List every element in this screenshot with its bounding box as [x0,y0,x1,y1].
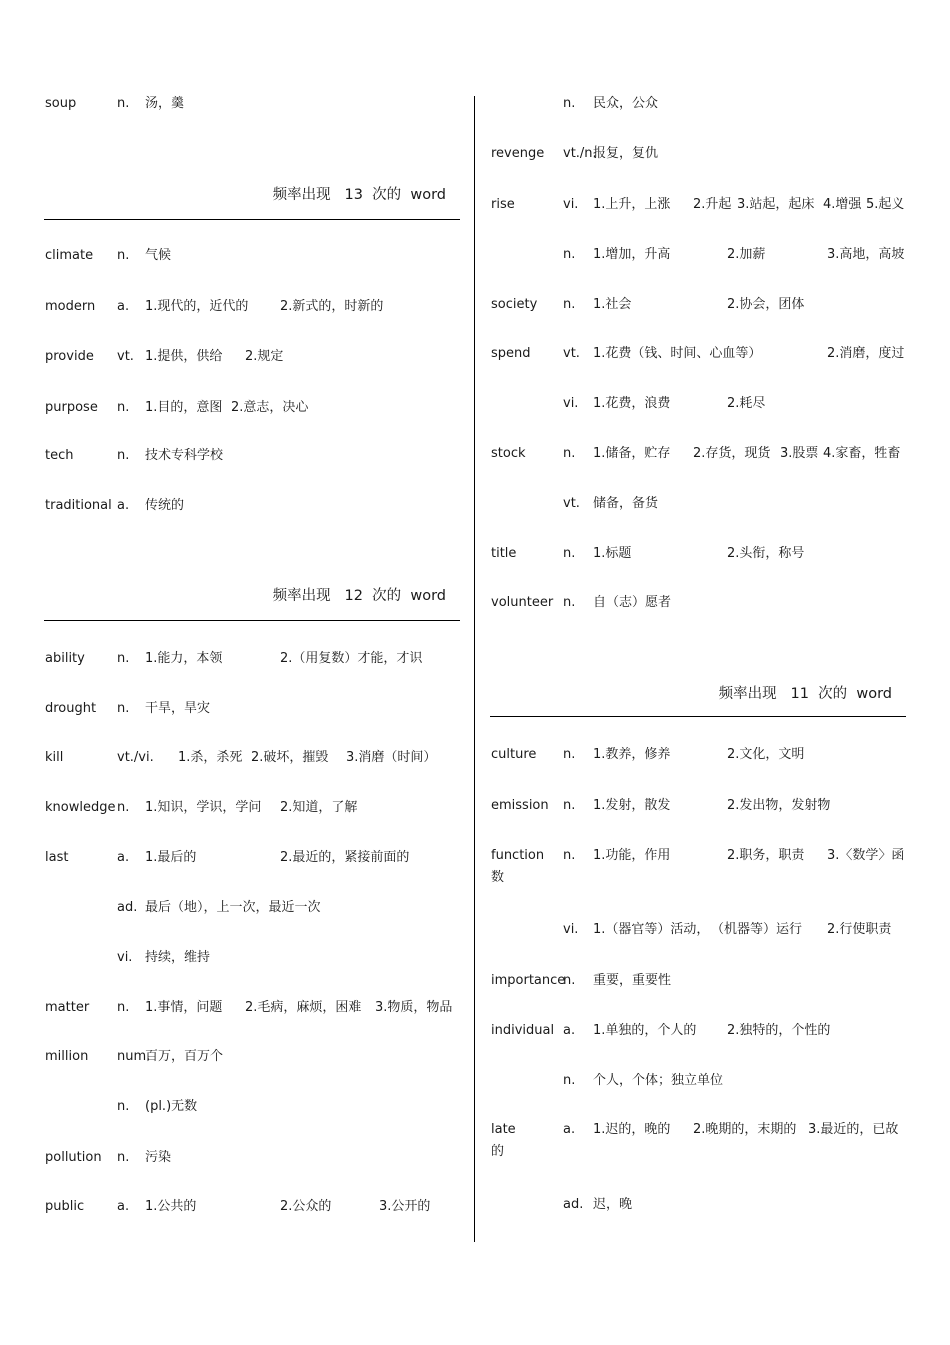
entry-pos: n. [563,1073,576,1088]
entry-word: late 的 [491,1122,516,1159]
entry-pos: a. [563,1023,576,1038]
entry-meaning: 1.标题 [593,546,632,561]
entry-meaning: 3.消磨（时间） [346,750,437,765]
entry-meaning: 1.增加，升高 [593,247,671,262]
entry-meaning: 1.公共的 [145,1199,197,1214]
entry-word: soup [45,96,77,111]
entry-meaning: 1.花费，浪费 [593,396,671,411]
entry-rise [490,194,906,216]
entry-word: volunteer [491,595,554,610]
entry-pos: ad. [563,1197,584,1212]
entry-meaning: 2.规定 [245,349,284,364]
entry-meaning: 2.意志，决心 [231,400,309,415]
entry-pos: a. [117,299,130,314]
entry-pos: vt. [563,346,580,361]
entry-meaning: 1.知识，学识，学问 [145,800,262,815]
entry-meaning: 2.行使职责 [827,922,892,937]
entry-meaning: 1.（器官等）活动， [593,922,710,937]
frequency-header-title: 频率出现 13 次的 word [272,187,446,203]
entry-pos: n. [563,546,576,561]
entry-meaning: 1.现代的，近代的 [145,299,249,314]
entry-matter [44,997,460,1019]
entry-late [490,1119,906,1159]
entry-meaning: 1.教养，修养 [593,747,671,762]
entry-meaning: 汤，羹 [145,96,185,111]
entry-meaning: 4.家畜，牲畜 [823,446,901,461]
frequency-header-12 [44,583,460,643]
entry-meaning: 1.杀，杀死 [178,750,243,765]
entry-pos: n. [563,297,576,312]
entry-million-n [44,1096,460,1118]
entry-word: tech [45,448,74,463]
entry-word: provide [45,349,94,364]
entry-pos: n. [117,1150,130,1165]
entry-meaning: 3.高地，高坡 [827,247,905,262]
entry-word: culture [491,747,537,762]
entry-meaning: 干旱，旱灾 [145,701,211,716]
entry-pos: vt. [117,349,134,364]
entry-meaning: 2.毛病，麻烦，困难 [245,1000,362,1015]
entry-modern [44,296,460,318]
entry-pos: num. [117,1049,151,1064]
entry-ability [44,648,460,670]
entry-word: title [491,546,517,561]
entry-pos: vt./vi. [117,750,154,765]
entry-purpose [44,397,460,419]
entry-pos: n. [117,400,130,415]
entry-meaning: 3.股票 [780,446,819,461]
entry-society [490,294,906,316]
entry-meaning: 重要，重要性 [593,973,672,988]
entry-meaning: 2.知道，了解 [280,800,358,815]
header-rule [490,716,906,717]
entry-pos: vi. [563,922,579,937]
entry-pos: a. [563,1122,576,1137]
entry-meaning: 2.消磨，度过 [827,346,905,361]
entry-word: knowledge [45,800,116,815]
entry-last [44,847,460,869]
entry-spend-vi [490,393,906,415]
entry-meaning: 2.独特的，个性的 [727,1023,831,1038]
entry-traditional [44,495,460,517]
entry-meaning: 1.储备，贮存 [593,446,671,461]
entry-rise-n [490,244,906,266]
entry-meaning: 2.晚期的，末期的 [693,1122,797,1137]
entry-meaning: 储备，备货 [593,496,659,511]
entry-stock-vt [490,493,906,515]
entry-meaning: 1.提供，供给 [145,349,223,364]
entry-word: million [45,1049,89,1064]
entry-meaning: 4.增强 [823,197,862,212]
entry-tech [44,445,460,467]
entry-meaning: 1.单独的，个人的 [593,1023,697,1038]
entry-importance [490,970,906,992]
entry-meaning: 1.上升，上涨 [593,197,671,212]
entry-meaning: 2.破坏，摧毁 [251,750,329,765]
entry-meaning: 2.头衔，称号 [727,546,805,561]
entry-pos: n. [563,973,576,988]
entry-meaning: 2.（用复数）才能，才识 [280,651,423,666]
entry-meaning: 1.发射，散发 [593,798,671,813]
entry-word: emission [491,798,549,813]
entry-meaning: 2.公众的 [280,1199,332,1214]
entry-meaning: 1.花费（钱、时间、心血等） [593,346,762,361]
entry-pos: n. [563,848,576,863]
entry-meaning: 2.升起 [693,197,732,212]
entry-meaning: 3.物质，物品 [375,1000,453,1015]
entry-last-vi [44,947,460,969]
entry-meaning: 2.存货，现货 [693,446,771,461]
entry-pos: n. [117,651,130,666]
entry-meaning: 3.公开的 [379,1199,431,1214]
entry-pos: n. [563,96,576,111]
entry-kill [44,747,460,769]
entry-meaning: 2.发出物，发射物 [727,798,831,813]
entry-provide [44,346,460,368]
entry-knowledge [44,797,460,819]
entry-word: climate [45,248,94,263]
entry-individual-n [490,1070,906,1092]
entry-volunteer [490,592,906,614]
entry-meaning: 1.能力，本领 [145,651,223,666]
entry-pos: n. [117,96,130,111]
entry-word: matter [45,1000,90,1015]
entry-word: pollution [45,1150,102,1165]
entry-revenge [490,143,906,165]
entry-meaning: 3.最近的，已故 [808,1122,899,1137]
entry-pos: n. [563,747,576,762]
frequency-header-title: 频率出现 11 次的 word [718,686,892,702]
entry-pos: n. [563,595,576,610]
entry-meaning: 污染 [145,1150,172,1165]
entry-pos: n. [563,247,576,262]
entry-meaning: 5.起义 [866,197,905,212]
entry-meaning: 2.新式的，时新的 [280,299,384,314]
entry-meaning: 1.目的，意图 [145,400,223,415]
entry-meaning: 1.社会 [593,297,632,312]
entry-meaning: 百万，百万个 [145,1049,224,1064]
frequency-header-title: 频率出现 12 次的 word [272,588,446,604]
entry-stock [490,443,906,465]
entry-meaning: 气候 [145,248,172,263]
entry-meaning: 2.加薪 [727,247,766,262]
entry-meaning: （机器等）运行 [711,922,803,937]
entry-public-n [490,93,906,115]
entry-meaning: 1.事情，问题 [145,1000,223,1015]
entry-meaning: 最后（地），上一次，最近一次 [145,900,321,915]
entry-meaning: 2.耗尽 [727,396,766,411]
entry-word: ability [45,651,85,666]
entry-pos: vi. [563,396,579,411]
entry-pos: vt. [563,496,580,511]
entry-soup [44,93,460,115]
entry-word: kill [45,750,64,765]
entry-meaning: 1.最后的 [145,850,197,865]
entry-word: society [491,297,538,312]
entry-climate [44,245,460,267]
entry-word: modern [45,299,96,314]
entry-meaning: 个人，个体；独立单位 [593,1073,724,1088]
entry-word: traditional [45,498,112,513]
entry-word: spend [491,346,531,361]
entry-word: public [45,1199,85,1214]
entry-meaning: 3.站起，起床 [737,197,815,212]
entry-pos: n. [117,1000,130,1015]
entry-word: individual [491,1023,555,1038]
entry-title [490,543,906,565]
entry-meaning: 持续，维持 [145,950,211,965]
header-rule [44,620,460,621]
entry-meaning: 报复，复仇 [593,146,659,161]
entry-word: drought [45,701,97,716]
entry-meaning: 2.最近的，紧接前面的 [280,850,410,865]
entry-spend [490,343,906,365]
entry-pos: n. [563,798,576,813]
column-divider [474,96,475,1242]
entry-word: function 数 [491,848,545,885]
entry-pollution [44,1147,460,1169]
entry-word: last [45,850,69,865]
entry-meaning: 1.迟的，晚的 [593,1122,671,1137]
entry-pos: vi. [563,197,579,212]
entry-meaning: 1.功能，作用 [593,848,671,863]
entry-pos: n. [117,448,130,463]
entry-pos: vi. [117,950,133,965]
entry-pos: a. [117,498,130,513]
entry-pos: n. [563,446,576,461]
entry-meaning: 技术专科学校 [145,448,224,463]
entry-drought [44,698,460,720]
entry-word: purpose [45,400,98,415]
entry-meaning: 迟，晚 [593,1197,633,1212]
entry-pos: n. [117,800,130,815]
entry-last-ad [44,897,460,919]
entry-word: revenge [491,146,545,161]
entry-function [490,845,906,885]
entry-meaning: 2.文化，文明 [727,747,805,762]
entry-meaning: 2.协会，团体 [727,297,805,312]
entry-emission [490,795,906,817]
entry-million [44,1046,460,1068]
entry-pos: a. [117,850,130,865]
entry-pos: vt./n. [563,146,597,161]
entry-word: stock [491,446,526,461]
header-rule [44,219,460,220]
entry-function-vi [490,919,906,941]
entry-pos: n. [117,248,130,263]
entry-pos: ad. [117,900,138,915]
entry-meaning: 传统的 [145,498,185,513]
entry-meaning: (pl.)无数 [145,1099,198,1114]
entry-individual [490,1020,906,1042]
entry-word: rise [491,197,515,212]
entry-meaning: 民众，公众 [593,96,659,111]
entry-meaning: 3.〈数学〉函 [827,848,905,863]
entry-pos: n. [117,701,130,716]
entry-word: importance [491,973,566,988]
entry-culture [490,744,906,766]
frequency-header-13 [44,182,460,242]
entry-late-ad [490,1194,906,1216]
entry-meaning: 自（志）愿者 [593,595,672,610]
frequency-header-11 [490,681,906,741]
entry-meaning: 2.职务，职责 [727,848,805,863]
entry-public [44,1196,460,1218]
entry-pos: a. [117,1199,130,1214]
entry-pos: n. [117,1099,130,1114]
